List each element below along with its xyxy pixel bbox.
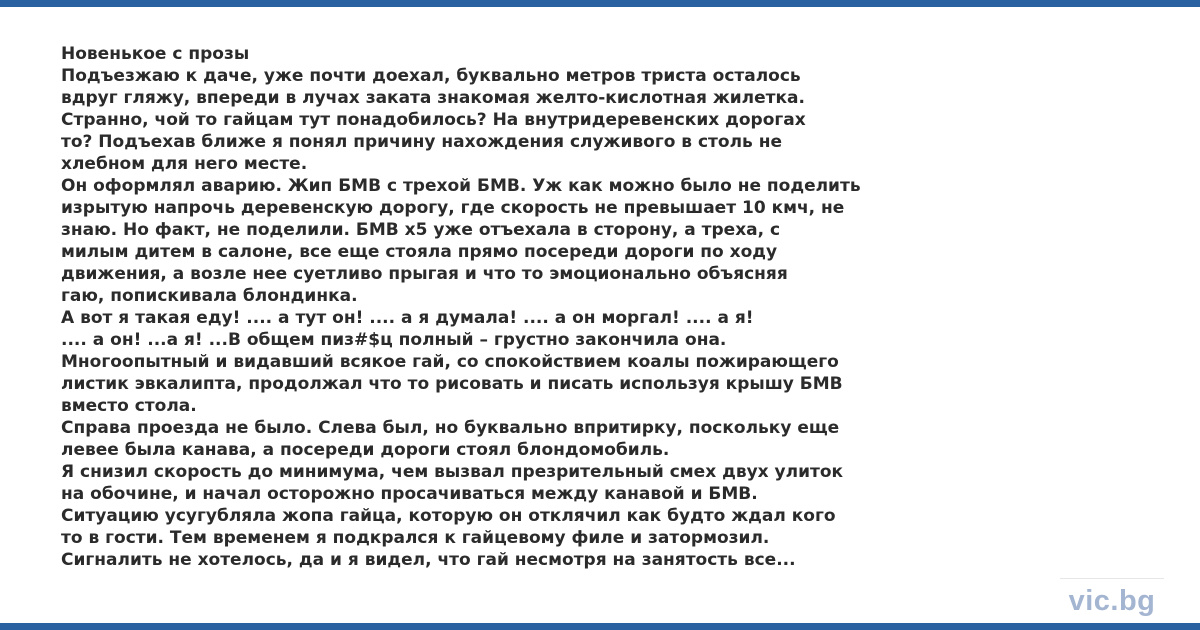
post-text-line: .... а он! ...а я! ...В общем пиз#$ц полный – грустно закончила она. [61,330,727,350]
post-text-line: изрытую напрочь деревенскую дорогу, где скорость не превышает 10 кмч, не [61,198,845,218]
post-text-line: Я снизил скорость до минимума, чем вызвал презрительный смех двух улиток [61,462,844,482]
post-text-line: вместо стола. [61,396,197,416]
post-text-line: то в гости. Тем временем я подкрался к гайцевому филе и затормозил. [61,528,770,548]
bottom-accent-bar [0,623,1200,630]
post-text-line: А вот я такая еду! .... а тут он! .... а я думала! .... а он моргал! .... а я! [61,308,754,328]
post-title: Новенькое с прозы [61,44,250,64]
post-text-line: Подъезжаю к даче, уже почти доехал, буквально метров триста осталось [61,66,801,86]
post-text-line: левее была канава, а посереди дороги стоял блондомобиль. [61,440,670,460]
post-text-line: то? Подъехав ближе я понял причину нахождения служивого в столь не [61,132,782,152]
post-text-line: Многоопытный и видавший всякое гай, со спокойствием коалы пожирающего [61,352,839,372]
post-text-line: знаю. Но факт, не поделили. БМВ х5 уже отъехала в сторону, а треха, с [61,220,781,240]
post-text-line: вдруг гляжу, впереди в лучах заката знакомая желто-кислотная жилетка. [61,88,805,108]
post-text-line: Сигналить не хотелось, да и я видел, что гай несмотря на занятость все... [61,550,796,570]
post-text-line: Странно, чой то гайцам тут понадобилось? На внутридеревенских дорогах [61,110,806,130]
site-logo[interactable]: vic.bg [1068,585,1156,617]
post-text-line: милым дитем в салоне, все еще стояла прямо посереди дороги по ходу [61,242,778,262]
post-text-line: Он оформлял аварию. Жип БМВ с трехой БМВ. Уж как можно было не поделить [61,176,861,196]
post-text [61,43,961,571]
brand-divider [1060,578,1164,579]
post-text-line: Справа проезда не было. Слева был, но буквально впритирку, поскольку еще [61,418,840,438]
post-text-line: Ситуацию усугубляла жопа гайца, которую он отклячил как будто ждал кого [61,506,836,526]
post-text-line: хлебном для него месте. [61,154,308,174]
post-text-line: движения, а возле нее суетливо прыгая и что то эмоционально объясняя [61,264,788,284]
post-text-line: гаю, попискивала блондинка. [61,286,358,306]
post-text-line: на обочине, и начал осторожно просачиваться между канавой и БМВ. [61,484,758,504]
post-text-line: листик эвкалипта, продолжал что то рисовать и писать используя крышу БМВ [61,374,843,394]
top-accent-bar [0,0,1200,7]
